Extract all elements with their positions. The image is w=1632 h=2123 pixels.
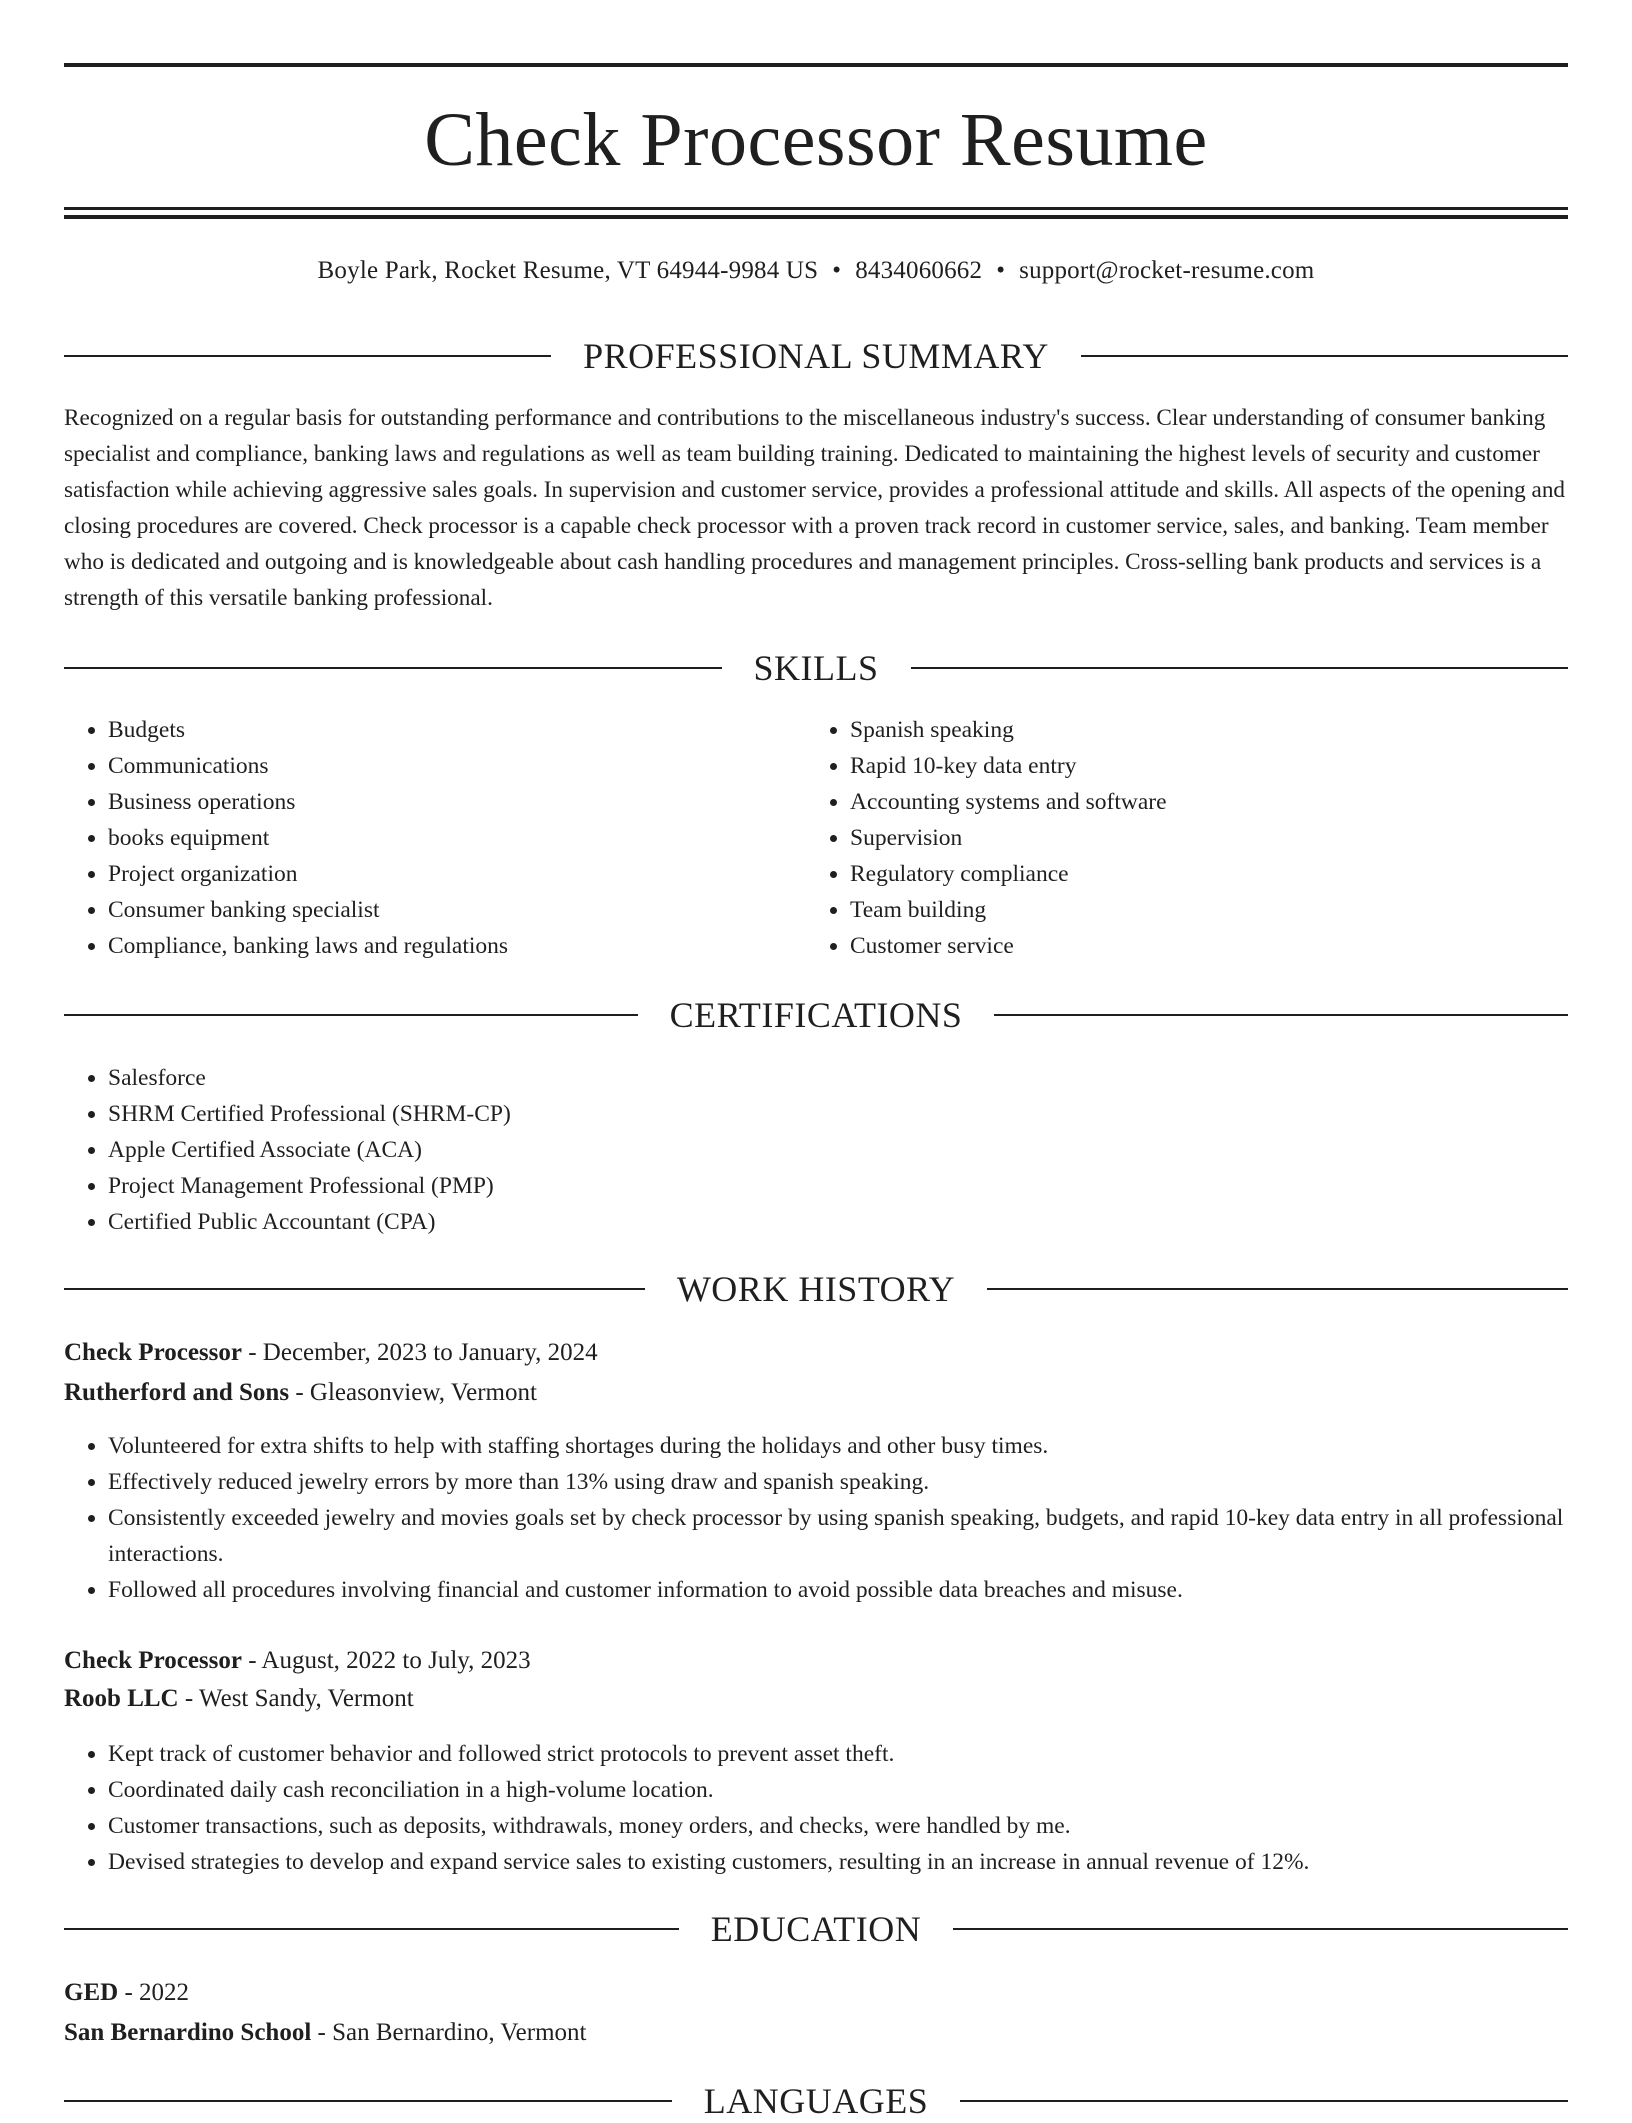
- job-title: Check Processor: [64, 1647, 242, 1674]
- skills-heading: [64, 646, 1568, 690]
- skill-item: • Spanish speaking: [850, 712, 1570, 748]
- job-bullet: • Followed all procedures involving financial and customer information to avoid possible data breaches and misuse.: [108, 1572, 1612, 1608]
- education-year: - 2022: [118, 1979, 190, 2006]
- page-title: Check Processor Resume: [424, 98, 1208, 182]
- contact-address: Boyle Park, Rocket Resume, VT 64944-9984 US: [317, 257, 819, 284]
- job-dates: - August, 2022 to July, 2023: [241, 1647, 531, 1674]
- education-degree: GED: [64, 1979, 119, 2006]
- languages-heading: [64, 2079, 1568, 2123]
- work-history-heading: [64, 1267, 1568, 1311]
- contact-separator: •: [996, 257, 1006, 284]
- education-heading-label: EDUCATION: [710, 1909, 922, 1949]
- summary-heading-label: PROFESSIONAL SUMMARY: [583, 336, 1049, 376]
- skills-heading-label: SKILLS: [753, 648, 879, 688]
- skill-item: • Communications: [108, 748, 808, 784]
- certification-item: • Salesforce: [108, 1060, 1612, 1096]
- job-company-line: [64, 1682, 1568, 1716]
- skill-item: • Consumer banking specialist: [108, 892, 808, 928]
- skill-item: • Customer service: [850, 928, 1570, 964]
- skill-item: • Supervision: [850, 820, 1570, 856]
- heading-rule: [953, 1928, 1568, 1930]
- education-degree-line: [64, 1976, 1568, 2010]
- job-bullet: • Consistently exceeded jewelry and movies goals set by check processor by using spanish speaking, budgets, and rapid 10-key data entry in all professional interactions.: [108, 1500, 1612, 1572]
- contact-separator: •: [832, 257, 842, 284]
- summary-heading: [64, 334, 1568, 378]
- job-bullets: [64, 1736, 1612, 1880]
- skill-item: • Team building: [850, 892, 1570, 928]
- job-bullet: • Effectively reduced jewelry errors by more than 13% using draw and spanish speaking.: [108, 1464, 1612, 1500]
- job-location: - Gleasonview, Vermont: [289, 1379, 537, 1406]
- contact-line: [64, 254, 1568, 288]
- skill-item: • Business operations: [108, 784, 808, 820]
- title-rule-lower: [64, 215, 1568, 219]
- job-title: Check Processor: [64, 1339, 242, 1366]
- job-bullet: • Devised strategies to develop and expand service sales to existing customers, resulting in an increase in annual revenue of 12%.: [108, 1844, 1612, 1880]
- job-location: - West Sandy, Vermont: [178, 1685, 414, 1712]
- job-bullet: • Volunteered for extra shifts to help with staffing shortages during the holidays and other busy times.: [108, 1428, 1612, 1464]
- top-rule: [64, 63, 1568, 67]
- skill-item: • Compliance, banking laws and regulations: [108, 928, 808, 964]
- heading-rule: [1081, 355, 1568, 357]
- heading-rule: [994, 1014, 1568, 1016]
- skill-item: • Accounting systems and software: [850, 784, 1570, 820]
- job-bullets: [64, 1428, 1612, 1608]
- heading-rule: [911, 667, 1569, 669]
- certifications-heading-label: CERTIFICATIONS: [669, 995, 963, 1035]
- heading-rule: [960, 2100, 1568, 2102]
- skill-item: • Project organization: [108, 856, 808, 892]
- education-location: - San Bernardino, Vermont: [311, 2019, 587, 2046]
- heading-rule: [64, 1288, 645, 1290]
- education-school-line: [64, 2016, 1568, 2050]
- education-school: San Bernardino School: [64, 2019, 312, 2046]
- job-company: Roob LLC: [64, 1685, 179, 1712]
- heading-rule: [64, 1928, 679, 1930]
- education-heading: [64, 1907, 1568, 1951]
- skill-item: • Rapid 10-key data entry: [850, 748, 1570, 784]
- heading-rule: [987, 1288, 1568, 1290]
- certifications-heading: [64, 993, 1568, 1037]
- heading-rule: [64, 667, 722, 669]
- skill-item: • Regulatory compliance: [850, 856, 1570, 892]
- title-rule-upper: [64, 207, 1568, 210]
- certifications-list: [64, 1060, 1612, 1240]
- heading-rule: [64, 1014, 638, 1016]
- job-bullet: • Customer transactions, such as deposits, withdrawals, money orders, and checks, were handled by me.: [108, 1808, 1612, 1844]
- certification-item: • Apple Certified Associate (ACA): [108, 1132, 1612, 1168]
- job-bullet: • Coordinated daily cash reconciliation in a high-volume location.: [108, 1772, 1612, 1808]
- skills-list-right: [806, 712, 1570, 964]
- job-company-line: [64, 1376, 1568, 1410]
- job-company: Rutherford and Sons: [64, 1379, 290, 1406]
- contact-email: support@rocket-resume.com: [1019, 257, 1315, 284]
- certification-item: • Certified Public Accountant (CPA): [108, 1204, 1612, 1240]
- summary-text: Recognized on a regular basis for outstanding performance and contributions to the miscellaneous industry's success. Clear understanding of consumer banking specialist and compliance, banking laws and regulations as well as team building training. Dedicated to maintaining the highest levels of security and customer satisfaction while achieving aggressive sales goals. In supervision and customer service, provides a professional attitude and skills. All aspects of the opening and closing procedures are covered. Check processor is a capable check processor with a proven track record in customer service, sales, and banking. Team member who is dedicated and outgoing and is knowledgeable about cash handling procedures and management principles. Cross-selling bank products and services is a strength of this versatile banking professional.: [64, 405, 1566, 611]
- work-history-heading-label: WORK HISTORY: [676, 1269, 956, 1309]
- certification-item: • Project Management Professional (PMP): [108, 1168, 1612, 1204]
- certification-item: • SHRM Certified Professional (SHRM-CP): [108, 1096, 1612, 1132]
- skill-item: • Budgets: [108, 712, 808, 748]
- job-title-line: [64, 1644, 1568, 1678]
- skills-list-left: [64, 712, 808, 964]
- languages-heading-label: LANGUAGES: [703, 2081, 929, 2121]
- contact-phone: 8434060662: [855, 257, 983, 284]
- heading-rule: [64, 355, 551, 357]
- job-title-line: [64, 1336, 1568, 1370]
- job-bullet: • Kept track of customer behavior and followed strict protocols to prevent asset theft.: [108, 1736, 1612, 1772]
- heading-rule: [64, 2100, 672, 2102]
- skill-item: • books equipment: [108, 820, 808, 856]
- job-dates: - December, 2023 to January, 2024: [241, 1339, 598, 1366]
